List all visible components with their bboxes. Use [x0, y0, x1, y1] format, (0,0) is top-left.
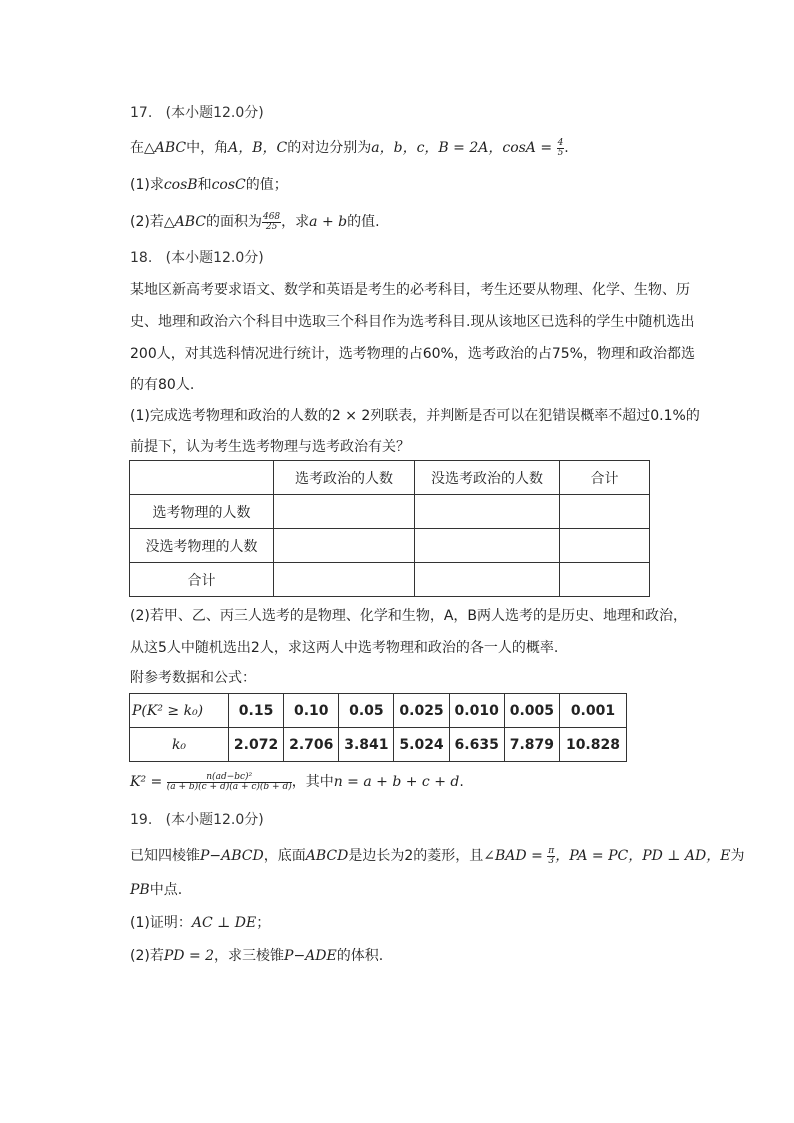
reference-k-cell: 6.635	[449, 728, 504, 762]
contingency-header-cell: 选考政治的人数	[274, 461, 415, 495]
q17-stem-tri: △ABC	[144, 140, 187, 156]
contingency-header-cell: 没选考政治的人数	[415, 461, 560, 495]
reference-p-cell: 0.15	[229, 694, 284, 728]
formula-end: .	[459, 774, 464, 790]
contingency-cell	[560, 563, 650, 597]
q19-p2-expr: PD = 2	[163, 948, 215, 964]
reference-row2-label: k₀	[130, 728, 229, 762]
formula-n: n = a + b + c + d	[333, 774, 460, 790]
contingency-cell	[274, 563, 415, 597]
q17-p2-expr: a + b	[309, 214, 348, 230]
reference-p-cell: 0.005	[504, 694, 559, 728]
q17-stem-b: 中，角	[186, 140, 229, 156]
reference-p-cell: 0.025	[394, 694, 449, 728]
q19-p1-expr: AC ⊥ DE	[191, 915, 257, 931]
q17-stem-c: 的对边分别为	[287, 140, 372, 156]
reference-k-row	[130, 728, 627, 762]
reference-k-cell: 2.072	[229, 728, 284, 762]
contingency-row-label: 没选考物理的人数	[130, 529, 274, 563]
q17-p2-c: ，求	[281, 214, 310, 230]
q17-p2-d: 的值.	[347, 214, 380, 230]
q17-frac-num: 4	[557, 137, 564, 148]
q19-part1	[130, 913, 270, 933]
q19-p1-b: ；	[256, 915, 271, 931]
q19-p1-a: (1)证明：	[130, 915, 192, 931]
q17-p2-tri: △ABC	[163, 214, 206, 230]
contingency-cell	[560, 495, 650, 529]
reference-p-cell: 0.05	[339, 694, 394, 728]
contingency-row	[130, 563, 650, 597]
contingency-row-label: 合计	[130, 563, 274, 597]
q17-stem	[130, 138, 569, 158]
q17-part2	[130, 212, 380, 232]
q19-stem2-pb: PB	[130, 882, 150, 898]
q18-stem-line: 某地区新高考要求语文、数学和英语是考生的必考科目，考生还要从物理、化学、生物、历	[130, 282, 690, 298]
q19-number: 19.	[130, 812, 153, 828]
q18-points: (本小题12.0分)	[165, 250, 264, 266]
q17-stem-end: .	[564, 140, 569, 156]
reference-k-cell: 7.879	[504, 728, 559, 762]
chi-square-formula	[130, 772, 464, 792]
contingency-row	[130, 495, 650, 529]
q19-points: (本小题12.0分)	[165, 812, 264, 828]
q17-p1-b: 和	[197, 177, 212, 193]
contingency-cell	[415, 529, 560, 563]
q18-part2-line: 从这5人中随机选出2人，求这两人中选考物理和政治的各一人的概率.	[130, 640, 559, 656]
q19-stem	[130, 846, 744, 866]
q18-header	[130, 248, 264, 268]
q19-stem-pyr: P−ABCD	[200, 848, 264, 864]
q17-stem-sides: a，b，c，B = 2A，cosA =	[371, 140, 553, 156]
contingency-header-cell	[130, 461, 274, 495]
q17-area-fraction	[262, 213, 281, 232]
q19-stem-b: ，底面	[263, 848, 306, 864]
q18-part1-line: (1)完成选考物理和政治的人数的2 × 2列联表，并判断是否可以在犯错误概率不超过0.1%的	[130, 408, 700, 424]
contingency-cell	[560, 529, 650, 563]
q17-header	[130, 103, 264, 123]
q17-part1	[130, 175, 288, 195]
reference-p-cell: 0.001	[559, 694, 626, 728]
q17-number: 17.	[130, 105, 153, 121]
q19-angle-fraction	[547, 847, 555, 866]
q17-p1-c: 的值；	[245, 177, 288, 193]
formula-fraction	[167, 773, 292, 792]
q19-stem-base: ABCD	[305, 848, 349, 864]
q18-ref-title: 附参考数据和公式：	[130, 670, 256, 686]
formula-lhs: K² =	[130, 774, 163, 790]
contingency-header-row	[130, 461, 650, 495]
q19-frac-num: π	[548, 845, 555, 856]
q19-stem-d: 为	[730, 848, 745, 864]
q17-area-den: 25	[265, 221, 278, 232]
formula-num: n(ad−bc)²	[167, 773, 292, 783]
contingency-table	[129, 460, 650, 597]
q17-p1-a: (1)求	[130, 177, 164, 193]
contingency-cell	[274, 495, 415, 529]
contingency-cell	[415, 495, 560, 529]
formula-den: (a + b)(c + d)(a + c)(b + d)	[166, 781, 292, 792]
reference-k-cell: 10.828	[559, 728, 626, 762]
q19-stem-a: 已知四棱锥	[130, 848, 200, 864]
q19-p2-b: ，求三棱锥	[214, 948, 285, 964]
q17-p1-cosb: cosB	[163, 177, 198, 193]
q17-points: (本小题12.0分)	[165, 105, 264, 121]
q19-header	[130, 810, 264, 830]
reference-p-row	[130, 694, 627, 728]
reference-k-cell: 2.706	[284, 728, 339, 762]
q18-stem-line: 的有80人.	[130, 377, 195, 393]
q19-stem-c: 是边长为2的菱形，且	[348, 848, 484, 864]
reference-table	[129, 693, 627, 762]
q19-p2-a: (2)若	[130, 948, 164, 964]
contingency-cell	[274, 529, 415, 563]
q18-stem-line: 史、地理和政治六个科目中选取三个科目作为选考科目.现从该地区已选科的学生中随机选出	[130, 314, 695, 330]
q17-area-num: 468	[262, 211, 281, 222]
reference-row1-label: P(K² ≥ k₀)	[130, 694, 229, 728]
q19-stem-rest: ，PA = PC，PD ⊥ AD，E	[555, 848, 731, 864]
contingency-row	[130, 529, 650, 563]
q18-stem-line: 200人，对其选科情况进行统计，选考物理的占60%，选考政治的占75%，物理和政治都选	[130, 346, 695, 362]
formula-a: ，其中	[291, 774, 334, 790]
q18-part1-line: 前提下，认为考生选考物理与选考政治有关？	[130, 439, 410, 455]
reference-k-cell: 3.841	[339, 728, 394, 762]
reference-p-cell: 0.010	[449, 694, 504, 728]
q18-number: 18.	[130, 250, 153, 266]
q19-p2-pyr: P−ADE	[284, 948, 337, 964]
q19-part2	[130, 946, 383, 966]
q17-p1-cosc: cosC	[211, 177, 246, 193]
q19-p2-c: 的体积.	[336, 948, 384, 964]
contingency-cell	[415, 563, 560, 597]
reference-k-cell: 5.024	[394, 728, 449, 762]
q19-stem-line2	[130, 880, 182, 900]
contingency-header-cell: 合计	[560, 461, 650, 495]
reference-p-cell: 0.10	[284, 694, 339, 728]
q17-p2-a: (2)若	[130, 214, 164, 230]
q17-p2-b: 的面积为	[205, 214, 262, 230]
q17-stem-vars: A，B，C	[228, 140, 288, 156]
q18-part2-line: (2)若甲、乙、丙三人选考的是物理、化学和生物，A，B两人选考的是历史、地理和政治，	[130, 608, 688, 624]
q17-frac-den: 5	[557, 147, 564, 158]
q19-stem-angle: ∠BAD =	[483, 848, 543, 864]
contingency-row-label: 选考物理的人数	[130, 495, 274, 529]
q17-stem-a: 在	[130, 140, 144, 156]
q19-frac-den: 3	[548, 855, 555, 866]
q19-stem2-a: 中点.	[149, 882, 183, 898]
